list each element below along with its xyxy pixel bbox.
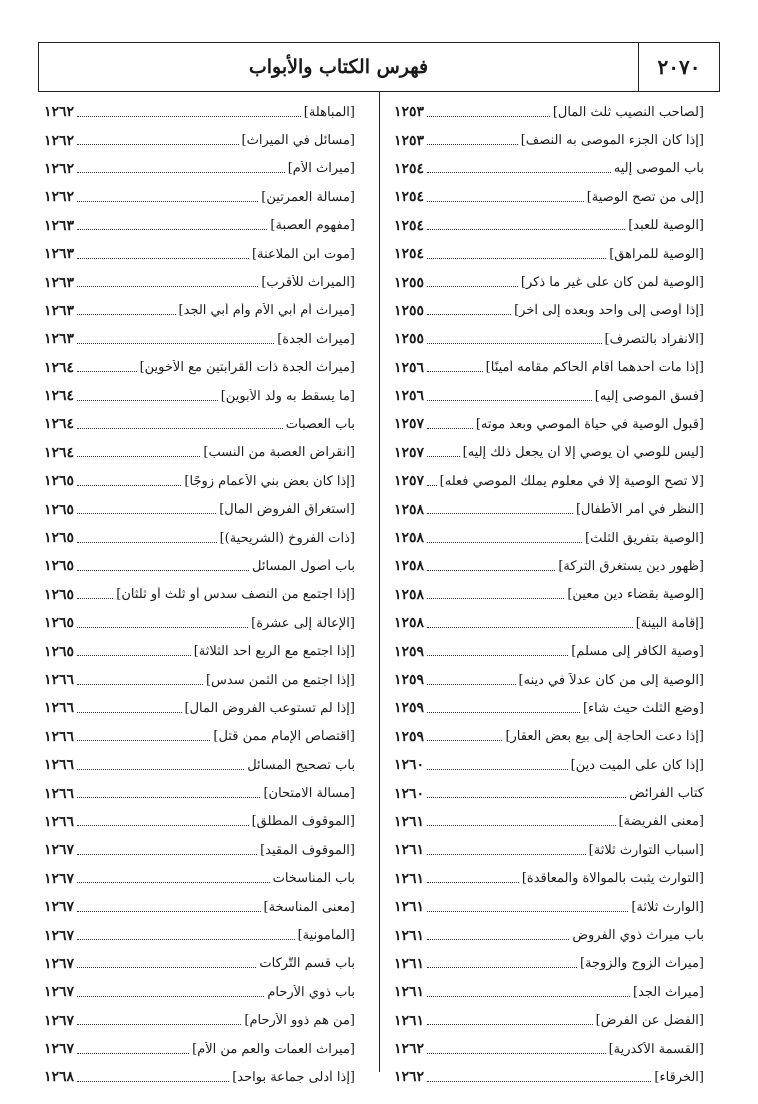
index-entry[interactable] (394, 1007, 704, 1035)
entry-page-number: ١٢٥٦ (394, 388, 425, 405)
dot-leader (427, 712, 580, 713)
entry-title: باب ذوي الأرحام (267, 984, 355, 1000)
index-entry[interactable] (44, 354, 355, 382)
entry-title: [إذا كان بعض بني الأعمام زوجًا] (184, 473, 355, 489)
index-entry[interactable] (44, 694, 355, 722)
dot-leader (77, 684, 203, 685)
dot-leader (427, 542, 582, 543)
index-entry[interactable] (394, 126, 704, 154)
index-entry[interactable] (394, 808, 704, 836)
dot-leader (427, 854, 586, 855)
entry-page-number: ١٢٥٧ (394, 473, 425, 490)
dot-leader (427, 172, 611, 173)
entry-title: [إذا مات أحدهما أقام الحاكم مقامه أمينًا] (485, 360, 704, 376)
entry-title: [الوصية للمراهق] (609, 246, 704, 262)
index-entry[interactable] (44, 155, 355, 183)
index-entry[interactable] (394, 524, 704, 552)
entry-title: [ميراث الجدة ذات القرابتين مع الأخوين] (139, 360, 355, 376)
index-entry[interactable] (394, 98, 704, 126)
dot-leader (77, 456, 200, 457)
entry-title: [لا تصح الوصية إلا في معلوم يملك الموصي فعله] (439, 473, 704, 489)
entry-title: [ميراث أم أبي الأم وأم أبي الجد] (178, 303, 355, 319)
index-entry[interactable] (44, 325, 355, 353)
entry-title: [مسائل في الميراث] (241, 133, 355, 149)
entry-page-number: ١٢٥٥ (394, 302, 425, 319)
entry-page-number: ١٢٥٦ (394, 359, 425, 376)
entry-title: [وصية الكافر إلى مسلم] (571, 644, 704, 660)
dot-leader (427, 684, 515, 685)
dot-leader (77, 144, 238, 145)
index-entry[interactable] (44, 1063, 355, 1091)
index-entry[interactable] (44, 524, 355, 552)
dot-leader (427, 655, 568, 656)
index-entry[interactable] (44, 410, 355, 438)
index-entry[interactable] (394, 183, 704, 211)
index-entry[interactable] (44, 950, 355, 978)
entry-title: [الميراث للأقرب] (261, 275, 355, 291)
dot-leader (427, 769, 568, 770)
index-entry[interactable] (44, 836, 355, 864)
entry-page-number: ١٢٦٢ (44, 189, 75, 206)
entry-page-number: ١٢٥٩ (394, 728, 425, 745)
entry-title: [مسألة الامتحان] (263, 786, 355, 802)
dot-leader (427, 371, 483, 372)
dot-leader (427, 343, 601, 344)
dot-leader (427, 1081, 651, 1082)
index-entry[interactable] (394, 495, 704, 523)
dot-leader (427, 570, 555, 571)
dot-leader (427, 1024, 593, 1025)
entry-title: [ميراث العمات والعم من الأم] (192, 1041, 355, 1057)
index-entry[interactable] (44, 212, 355, 240)
dot-leader (77, 911, 260, 912)
entry-page-number: ١٢٦٧ (44, 984, 75, 1001)
entry-title: [إذا كان على الميت دين] (570, 757, 704, 773)
index-entry[interactable] (44, 609, 355, 637)
entry-title: [التوارث يثبت بالموالاة والمعاقدة] (521, 871, 704, 887)
dot-leader (77, 854, 257, 855)
entry-page-number: ١٢٦٣ (44, 274, 75, 291)
entry-page-number: ١٢٦٦ (44, 672, 75, 688)
index-entry[interactable] (394, 609, 704, 637)
entry-page-number: ١٢٦٣ (44, 217, 75, 234)
entry-title: [المأمونية] (297, 928, 355, 944)
dot-leader (77, 740, 210, 741)
dot-leader (77, 939, 295, 940)
index-entry[interactable] (394, 637, 704, 665)
entry-page-number: ١٢٦٣ (44, 302, 75, 319)
dot-leader (427, 911, 628, 912)
entry-page-number: ١٢٦٨ (44, 1069, 75, 1086)
dot-leader (77, 797, 260, 798)
entry-page-number: ١٢٥٧ (394, 444, 425, 461)
entry-title: [معنى المناسخة] (263, 899, 355, 915)
dot-leader (77, 967, 256, 968)
dot-leader (77, 485, 181, 486)
index-entry[interactable] (44, 439, 355, 467)
index-entry[interactable] (44, 893, 355, 921)
entry-page-number: ١٢٥٤ (394, 217, 425, 234)
entry-page-number: ١٢٦٧ (44, 1012, 75, 1029)
index-entry[interactable] (394, 268, 704, 296)
index-entry[interactable] (44, 1007, 355, 1035)
index-entry[interactable] (394, 297, 704, 325)
entry-title: [من هم ذوو الأرحام] (244, 1013, 355, 1029)
entry-title: [إذا اجتمع مع الربع احد الثلاثة] (193, 644, 355, 660)
entry-page-number: ١٢٦٢ (44, 132, 75, 149)
dot-leader (77, 428, 283, 429)
entry-title: [إذا أدلى جماعة بواحد] (232, 1069, 355, 1085)
entry-title: [أسباب التوارث ثلاثة] (588, 842, 704, 858)
entry-page-number: ١٢٦٤ (44, 416, 75, 433)
index-entry[interactable] (394, 240, 704, 268)
index-entry[interactable] (394, 921, 704, 949)
index-entry[interactable] (394, 950, 704, 978)
entry-page-number: ١٢٦١ (394, 842, 425, 859)
entry-title: [الانفراد بالتصرف] (604, 331, 704, 347)
entry-page-number: ١٢٦٠ (394, 757, 425, 774)
dot-leader (427, 314, 511, 315)
entry-page-number: ١٢٦٠ (394, 785, 425, 802)
entry-title: [إذا أوصى إلى واحد وبعده إلى آخر] (514, 303, 704, 319)
entry-title: [معنى الفريضة] (618, 814, 704, 830)
entry-page-number: ١٢٥٥ (394, 274, 425, 291)
index-entry[interactable] (44, 297, 355, 325)
entry-page-number: ١٢٦٧ (44, 955, 75, 972)
entry-title: [مفهوم العصبة] (270, 218, 355, 234)
index-entry[interactable] (394, 354, 704, 382)
entry-page-number: ١٢٥٨ (394, 558, 425, 575)
entry-title: [انقراض العصبة من النسب] (203, 445, 355, 461)
page-title: فهرس الكتاب والأبواب (248, 56, 429, 78)
entry-page-number: ١٢٦٧ (44, 842, 75, 859)
index-entry[interactable] (44, 268, 355, 296)
index-entry[interactable] (394, 155, 704, 183)
entry-title: [الخرقاء] (654, 1069, 704, 1085)
entry-page-number: ١٢٦٥ (44, 530, 75, 547)
dot-leader (427, 627, 633, 628)
index-entry[interactable] (44, 808, 355, 836)
entry-page-number: ١٢٦٦ (44, 700, 75, 717)
entry-page-number: ١٢٦٥ (44, 586, 75, 603)
entry-title: [الموقوف المقيد] (260, 842, 355, 858)
entry-title: باب ميراث ذوي الفروض (572, 928, 704, 944)
entry-title: باب الموصى إليه (613, 161, 704, 177)
dot-leader (77, 258, 249, 259)
index-entry[interactable] (394, 865, 704, 893)
entry-page-number: ١٢٥٤ (394, 246, 425, 263)
index-entry[interactable] (44, 666, 355, 694)
entry-title: باب قسم التَّركات (259, 956, 355, 972)
entry-title: [قبول الوصية في حياة الموصي وبعد موته] (475, 416, 704, 432)
entry-page-number: ١٢٦٧ (44, 927, 75, 944)
entry-title: [الوصية إلى من كان عدلاً في دينه] (518, 672, 704, 688)
dot-leader (77, 627, 248, 628)
index-entry[interactable] (394, 212, 704, 240)
entry-page-number: ١٢٦٢ (44, 160, 75, 177)
index-entry[interactable] (44, 467, 355, 495)
dot-leader (77, 1053, 189, 1054)
entry-page-number: ١٢٥٥ (394, 331, 425, 348)
entry-title: [ميراث الجدة] (277, 331, 355, 347)
dot-leader (427, 939, 569, 940)
entry-page-number: ١٢٥٣ (394, 104, 425, 121)
entry-page-number: ١٢٦٣ (44, 331, 75, 348)
entry-title: [الوصية بقضاء دين معين] (567, 587, 704, 603)
dot-leader (77, 1024, 241, 1025)
dot-leader (427, 400, 592, 401)
dot-leader (427, 229, 625, 230)
entry-page-number: ١٢٦٦ (44, 813, 75, 830)
entry-title: باب المناسخات (272, 871, 355, 887)
index-entry[interactable] (44, 581, 355, 609)
entry-page-number: ١٢٥٤ (394, 189, 425, 206)
dot-leader (77, 542, 216, 543)
entry-title: [الفضل عن الفرض] (595, 1013, 704, 1029)
entry-title: باب العصبات (285, 416, 355, 432)
dot-leader (427, 201, 584, 202)
entry-title: [ظهور دين يستغرق التركة] (558, 558, 704, 574)
entry-page-number: ١٢٦٤ (44, 388, 75, 405)
index-entry[interactable] (394, 751, 704, 779)
entry-page-number: ١٢٥٩ (394, 700, 425, 717)
index-entry[interactable] (394, 779, 704, 807)
dot-leader (77, 513, 216, 514)
entry-page-number: ١٢٥٨ (394, 530, 425, 547)
index-entry[interactable] (44, 865, 355, 893)
index-column-left (38, 92, 379, 1086)
entry-page-number: ١٢٦٥ (44, 558, 75, 575)
dot-leader (427, 825, 615, 826)
entry-title: [موت ابن الملاعنة] (252, 246, 355, 262)
index-entry[interactable] (394, 723, 704, 751)
dot-leader (77, 172, 285, 173)
index-entry[interactable] (394, 581, 704, 609)
dot-leader (77, 996, 264, 997)
index-entry[interactable] (394, 382, 704, 410)
index-entry[interactable] (44, 552, 355, 580)
entry-page-number: ١٢٦٧ (44, 1041, 75, 1058)
entry-page-number: ١٢٦٦ (44, 728, 75, 745)
dot-leader (77, 882, 270, 883)
entry-page-number: ١٢٦٥ (44, 473, 75, 490)
entry-page-number: ١٢٦١ (394, 899, 425, 916)
index-entry[interactable] (44, 751, 355, 779)
index-entry[interactable] (44, 126, 355, 154)
index-entry[interactable] (394, 1035, 704, 1063)
entry-title: [ليس للوصي أن يوصي إلا أن يجعل ذلك إليه] (462, 445, 704, 461)
entry-page-number: ١٢٦١ (394, 870, 425, 887)
entry-title: [لصاحب النصيب ثلث المال] (552, 104, 704, 120)
index-column-right (379, 92, 720, 1086)
entry-page-number: ١٢٦٣ (44, 246, 75, 263)
entry-page-number: ١٢٦١ (394, 927, 425, 944)
entry-page-number: ١٢٦٢ (394, 1041, 425, 1058)
entry-page-number: ١٢٦١ (394, 955, 425, 972)
dot-leader (77, 769, 244, 770)
dot-leader (77, 712, 181, 713)
entry-title: [إذا كان الجزء الموصى به النصف] (520, 133, 704, 149)
entry-title: [إذا دعت الحاجة إلى بيع بعض العقار] (505, 729, 704, 745)
entry-title: [إذا لم تستوعب الفروض المال] (184, 700, 355, 716)
dot-leader (77, 286, 258, 287)
index-entry[interactable] (44, 382, 355, 410)
index-entry[interactable] (44, 183, 355, 211)
entry-title: [الوصية بتفريق الثلث] (585, 530, 704, 546)
entry-page-number: ١٢٥٩ (394, 643, 425, 660)
entry-page-number: ١٢٦٢ (44, 104, 75, 121)
entry-title: [ميراث الأم] (287, 161, 355, 177)
entry-page-number: ١٢٦٦ (44, 785, 75, 802)
index-entry[interactable] (44, 978, 355, 1006)
entry-title: [إذا اجتمع من النصف سدس أو ثلث أو ثلثان] (116, 587, 355, 603)
entry-title: [فسق الموصى إليه] (594, 388, 704, 404)
entry-title: [الوارث ثلاثة] (631, 899, 704, 915)
entry-title: كتاب الفرائض (629, 786, 704, 802)
dot-leader (77, 201, 258, 202)
entry-page-number: ١٢٥٨ (394, 586, 425, 603)
entry-page-number: ١٢٦١ (394, 984, 425, 1001)
entry-page-number: ١٢٦٥ (44, 501, 75, 518)
dot-leader (77, 598, 113, 599)
entry-title: [استغراق الفروض المال] (219, 502, 355, 518)
dot-leader (427, 428, 473, 429)
entry-page-number: ١٢٥٣ (394, 132, 425, 149)
page-header (38, 42, 720, 92)
dot-leader (427, 116, 550, 117)
entry-page-number: ١٢٦٤ (44, 444, 75, 461)
entry-page-number: ١٢٥٩ (394, 672, 425, 688)
index-entry[interactable] (394, 552, 704, 580)
dot-leader (427, 144, 518, 145)
entry-page-number: ١٢٥٨ (394, 615, 425, 632)
dot-leader (427, 797, 626, 798)
dot-leader (77, 1081, 229, 1082)
dot-leader (77, 116, 301, 117)
dot-leader (427, 967, 577, 968)
entry-title: [القسمة الأكدرية] (608, 1041, 704, 1057)
dot-leader (427, 996, 630, 997)
dot-leader (427, 485, 437, 486)
dot-leader (427, 258, 606, 259)
entry-title: [إذا اجتمع من الثمن سدس] (205, 672, 355, 688)
index-entry[interactable] (44, 1035, 355, 1063)
entry-page-number: ١٢٦١ (394, 1012, 425, 1029)
entry-title: [الوصية للعبد] (628, 218, 704, 234)
dot-leader (77, 400, 218, 401)
dot-leader (427, 513, 573, 514)
dot-leader (77, 314, 175, 315)
entry-page-number: ١٢٦٥ (44, 643, 75, 660)
entry-page-number: ١٢٦٥ (44, 615, 75, 632)
entry-title: [وضع الثلث حيث شاء] (582, 700, 704, 716)
entry-title: [الإعالة إلى عشرة] (251, 615, 355, 631)
index-entry[interactable] (44, 240, 355, 268)
dot-leader (77, 570, 249, 571)
entry-title: باب تصحيح المسائل (247, 757, 355, 773)
dot-leader (77, 371, 137, 372)
index-entry[interactable] (44, 723, 355, 751)
dot-leader (427, 882, 519, 883)
dot-leader (427, 286, 518, 287)
entry-page-number: ١٢٦٦ (44, 757, 75, 774)
dot-leader (77, 229, 267, 230)
entry-title: [اقتصاص الإمام ممن قتل] (213, 729, 355, 745)
index-entry[interactable] (44, 779, 355, 807)
index-columns (38, 92, 720, 1086)
index-entry[interactable] (394, 410, 704, 438)
entry-title: [مسألة العمرتين] (261, 189, 355, 205)
entry-page-number: ١٢٥٨ (394, 501, 425, 518)
index-entry[interactable] (44, 98, 355, 126)
entry-title: [النظر في أمر الأطفال] (575, 502, 704, 518)
dot-leader (77, 343, 274, 344)
entry-page-number: ١٢٦٢ (394, 1069, 425, 1086)
entry-title: [ذات الفروخ (الشريحية)] (219, 530, 355, 546)
dot-leader (77, 655, 191, 656)
dot-leader (427, 740, 502, 741)
entry-title: [إلى من تصح الوصية] (586, 189, 704, 205)
index-entry[interactable] (394, 467, 704, 495)
index-entry[interactable] (44, 921, 355, 949)
dot-leader (427, 1053, 606, 1054)
page-number: ٢٠٧٠ (638, 43, 719, 91)
entry-title: [ميراث الزوج والزوجة] (579, 956, 704, 972)
index-entry[interactable] (44, 637, 355, 665)
entry-page-number: ١٢٥٧ (394, 416, 425, 433)
entry-title: [ميراث الجد] (633, 984, 704, 1000)
entry-page-number: ١٢٥٤ (394, 160, 425, 177)
entry-title: [إقامة البينة] (635, 615, 704, 631)
index-entry[interactable] (394, 666, 704, 694)
entry-title: [الموقوف المطلق] (251, 814, 355, 830)
index-entry[interactable] (394, 893, 704, 921)
index-entry[interactable] (394, 325, 704, 353)
dot-leader (77, 825, 249, 826)
dot-leader (427, 456, 460, 457)
index-entry[interactable] (394, 836, 704, 864)
entry-page-number: ١٢٦٤ (44, 359, 75, 376)
index-entry[interactable] (394, 694, 704, 722)
entry-page-number: ١٢٦١ (394, 813, 425, 830)
entry-title: باب أصول المسائل (251, 558, 355, 574)
entry-title: [ما يسقط به ولد الأبوين] (220, 388, 355, 404)
entry-page-number: ١٢٦٧ (44, 870, 75, 887)
dot-leader (427, 598, 564, 599)
entry-page-number: ١٢٦٧ (44, 899, 75, 916)
index-entry[interactable] (44, 495, 355, 523)
entry-title: [الوصية لمن كان على غير ما ذكر] (520, 275, 704, 291)
entry-title: [المباهلة] (303, 104, 355, 120)
index-entry[interactable] (394, 439, 704, 467)
index-entry[interactable] (394, 978, 704, 1006)
index-entry[interactable] (394, 1063, 704, 1091)
